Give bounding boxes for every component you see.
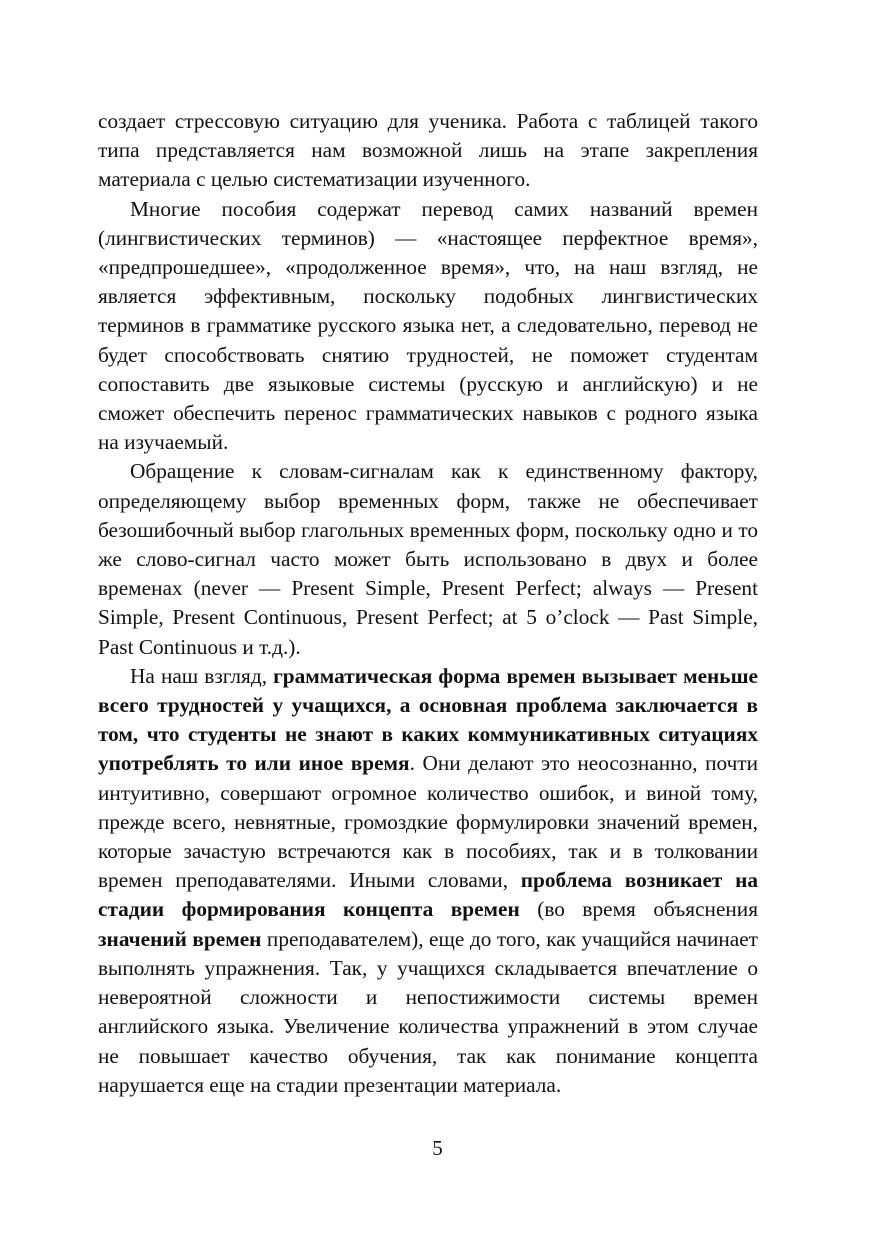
page-number: 5 — [432, 1136, 443, 1160]
paragraph-4-text: На наш взгляд, — [130, 663, 274, 688]
paragraph-2-text: Многие пособия содержат перевод самих названий времен (лингвистических терминов) — «настоящее перфектное время», «предпрошедшее», «продолженное время», что, на наш взгляд, не является эффективным, поскольку подобных лингвистических терминов в грамматике русского языка нет, а следовательно, перевод не будет способствовать снятию трудностей, не поможет студентам сопоставить две языковые системы (русскую и английскую) и не сможет обеспечить перенос грамматических навыков с родного языка на изучаемый. — [98, 196, 758, 455]
paragraph-3 — [98, 457, 758, 661]
paragraph-4 — [98, 662, 758, 1100]
paragraph-4-bold-text: грамматическая форма времен вызывает меньше всего трудностей у учащихся, а основная проблема заключается в том, что студенты не знают в каких коммуникативных ситуациях употреблять то или иное время — [98, 663, 758, 776]
paragraph-1-text: создает стрессовую ситуацию для ученика. Работа с таблицей такого типа представляется нам возможной лишь на этапе закрепления материала с целью систематизации изученного. — [98, 109, 758, 192]
paragraph-1 — [98, 107, 758, 195]
paragraph-4-text: (во время объяснения — [519, 897, 758, 922]
paragraph-4-text: . Они делают это неосознанно, почти интуитивно, совершают огромное количество ошибок, и виной тому, прежде всего, невнятные, громоздкие формулировки значений времен, которые зачастую встречаются как в пособиях, так и в толковании времен преподавателями. Иными словами, — [98, 751, 759, 893]
paragraph-3-text: Обращение к словам-сигналам как к единственному фактору, определяющему выбор временных форм, также не обеспечивает безошибочный выбор глагольных временных форм, поскольку одно и то же слово-сигнал часто может быть использовано в двух и более временах (never — Present Simple, Present Perfect; always — Present Simple, Present Continuous, Present Perfect; at 5 o’clock — Past Simple, Past Continuous и т.д.). — [98, 459, 758, 659]
paragraph-2 — [98, 195, 758, 458]
paragraph-4-text: преподавателем), еще до того, как учащийся начинает выполнять упражнения. Так, у учащихся складывается впечатление о невероятной сложности и непостижимости системы времен английского языка. Увеличение количества упражнений в этом случае не повышает качество обучения, так как понимание концепта нарушается еще на стадии презентации материала. — [98, 926, 758, 1097]
paragraph-4-bold-text: проблема возникает на стадии формирования концепта времен — [98, 868, 758, 922]
page-body — [98, 107, 758, 1100]
paragraph-4-bold-text: значений времен — [98, 926, 262, 951]
